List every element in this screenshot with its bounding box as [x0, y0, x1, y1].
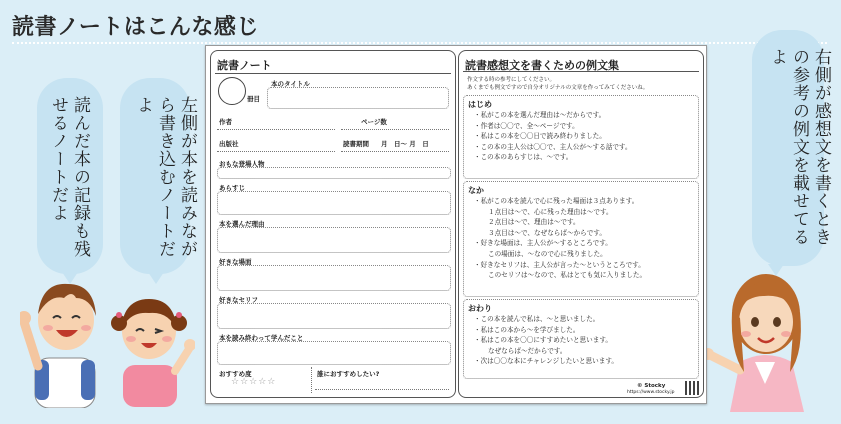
summary-label: あらすじ — [219, 184, 245, 192]
example-line: ・ 作者は〇〇で、全〜ページです。 — [474, 121, 632, 132]
examples-intro-2: あくまでも例文ですので自分オリジナルの文章を作ってみてくださいね。 — [467, 85, 649, 91]
characters-field[interactable] — [217, 167, 451, 179]
example-line: この場面は、〜なので心に残りました。 — [488, 249, 607, 258]
example-line: ・ 私はこの本を〇〇日で読み終わりました。 — [474, 131, 632, 142]
summary-field[interactable] — [217, 191, 451, 215]
example-line: ・ 好きな場面は、主人公が〜するところです。 — [474, 238, 646, 249]
pages-field[interactable] — [341, 129, 449, 130]
fav-line-label: 好きなセリフ — [219, 296, 258, 304]
divider — [463, 71, 699, 72]
section-beginning-title: はじめ — [468, 100, 492, 109]
publisher-label: 出版社 — [219, 140, 239, 148]
examples-intro-1: 作文する時の参考にしてください。 — [467, 77, 556, 83]
example-line: ・ 私はこの本から〜を学びました。 — [474, 325, 618, 336]
section-middle-title: なか — [468, 186, 484, 195]
divider — [311, 367, 312, 393]
note-title: 読書ノート — [217, 59, 272, 72]
examples-title: 読書感想文を書くための例文集 — [465, 59, 619, 72]
example-line: ・ 次は〇〇な本にチャレンジしたいと思います。 — [474, 356, 618, 367]
recommend-field[interactable] — [315, 389, 449, 390]
speech-bubble-middle-tail — [148, 272, 164, 284]
example-line: ・ 好きなセリフは、主人公が言った〜というところです。 — [474, 260, 646, 271]
example-line: このセリフは〜なので、私はとても気に入りました。 — [488, 271, 647, 280]
speech-bubble-middle — [120, 78, 197, 274]
fav-scene-field[interactable] — [217, 265, 451, 291]
period-label: 読書期間 — [343, 140, 369, 148]
section-middle-lines — [474, 196, 646, 281]
reason-label: 本を選んだ理由 — [219, 220, 265, 228]
learned-field[interactable] — [217, 341, 451, 365]
section-ending-title: おわり — [468, 304, 492, 313]
rating-stars[interactable]: ☆☆☆☆☆ — [231, 377, 277, 387]
author-field[interactable] — [217, 129, 335, 130]
example-line: １点目は〜で、心に残った理由は〜です。 — [488, 207, 613, 216]
divider — [215, 73, 451, 74]
publisher-field[interactable] — [217, 151, 335, 152]
reason-field[interactable] — [217, 227, 451, 253]
section-ending-lines — [474, 314, 618, 367]
book-title-label: 本のタイトル — [271, 80, 310, 88]
book-title-field[interactable] — [267, 87, 449, 109]
period-field[interactable] — [341, 151, 449, 152]
examples-panel — [458, 50, 704, 398]
example-line: ・ この本の主人公は〇〇で、主人公が〜する話です。 — [474, 142, 632, 153]
speech-bubble-right-text: 右側が感想文を書くときの参考の例文を載せてるよ — [767, 48, 831, 246]
speech-bubble-left-text: 読んだ本の記録も残せるノートだよ — [48, 96, 90, 258]
speech-bubble-middle-text: 左側が本を読みながら書き込むノートだよ — [133, 96, 197, 258]
footer-brand: © Stocky — [637, 383, 666, 389]
section-middle — [463, 181, 699, 297]
reading-note-panel — [210, 50, 456, 398]
pages-label: ページ数 — [361, 118, 387, 126]
section-beginning — [463, 95, 699, 179]
book-count-label: 冊目 — [247, 95, 260, 103]
date-range-text: 月 日〜 月 日 — [381, 140, 429, 148]
heading-divider — [12, 42, 827, 44]
boy-illustration — [20, 268, 115, 408]
fav-line-field[interactable] — [217, 303, 451, 329]
example-line: ・ この本を読んで私は、〜と思いました。 — [474, 314, 618, 325]
girl-illustration-left — [105, 285, 195, 407]
characters-label: おもな登場人物 — [219, 160, 265, 168]
section-ending — [463, 299, 699, 379]
speech-bubble-right — [752, 30, 831, 266]
example-line: ・ この本のあらすじは、〜です。 — [474, 152, 632, 163]
example-line: ３点目は〜で、なぜならば〜からです。 — [488, 228, 606, 237]
rating-label: おすすめ度 — [219, 370, 252, 378]
example-line: ・ 私がこの本を読んで心に残った場面は３点あります。 — [474, 196, 646, 207]
qr-code-icon — [685, 381, 699, 395]
page-heading: 読書ノートはこんな感じ — [12, 15, 259, 40]
speech-bubble-left — [37, 78, 103, 274]
example-line: ・ 私がこの本を選んだ理由は〜だからです。 — [474, 110, 632, 121]
example-line: ２点目は〜で、理由は〜です。 — [488, 218, 580, 227]
woman-illustration-right — [700, 262, 835, 412]
footer-url: https://www.stocky.jp — [627, 390, 675, 395]
section-beginning-lines — [474, 110, 632, 163]
reading-note-sheet — [205, 45, 707, 404]
example-line: なぜならば〜だからです。 — [488, 346, 567, 355]
author-label: 作者 — [219, 118, 232, 126]
example-line: ・ 私はこの本を〇〇にすすめたいと思います。 — [474, 335, 618, 346]
recommend-label: 誰におすすめしたい? — [317, 370, 380, 378]
fav-scene-label: 好きな場面 — [219, 258, 252, 266]
book-count-circle — [218, 77, 246, 105]
learned-label: 本を読み終わって学んだこと — [219, 334, 304, 342]
